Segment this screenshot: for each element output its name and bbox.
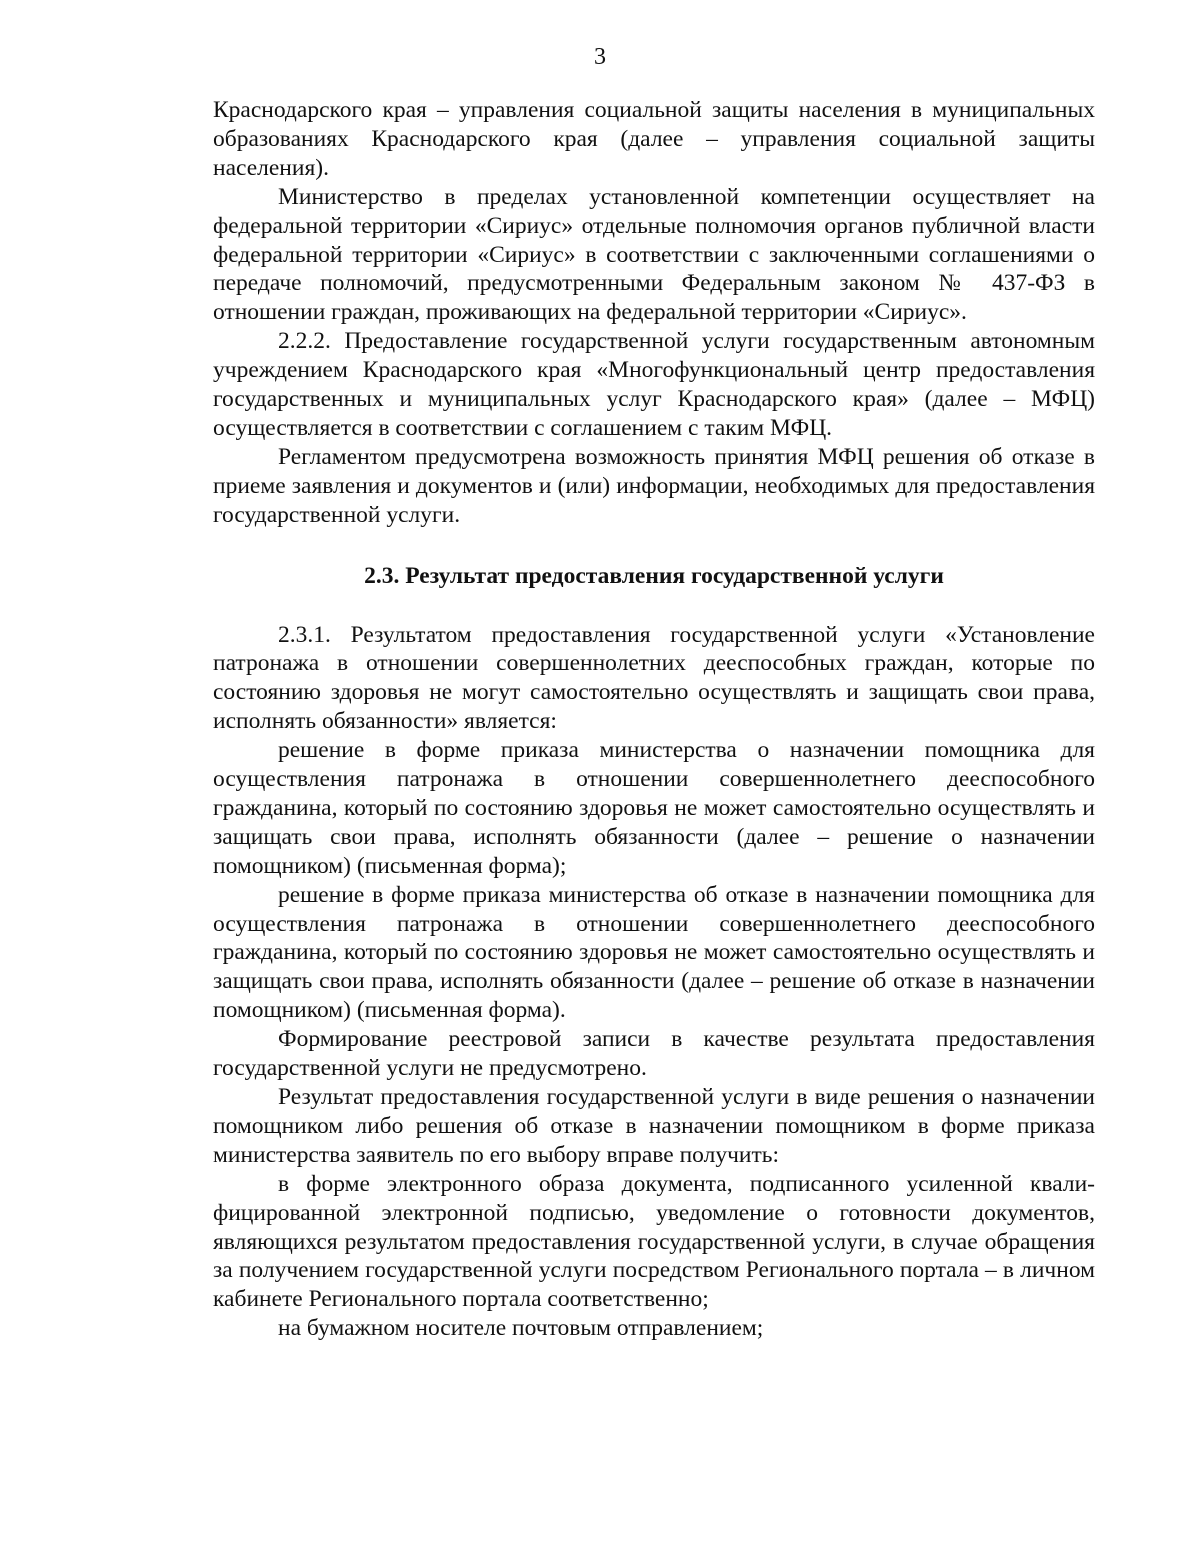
paragraph-continuation: Краснодарского края – управления социальной защиты населения в муниципальных образованиях Краснодарского края (далее – управления социальной защиты населения). [213,97,1095,181]
paragraph: Формирование реестровой записи в качестве результата предоставления государственной услуги не предусмотрено. [213,1026,1095,1082]
paragraph: 2.2.2. Предоставление государственной услуги государственным автономным учреждением Краснодарского края «Многофункциональный центр предоставления государственных и муниципальных услуг Краснодарского края» (далее – МФЦ) осуществляется в соответствии с соглашением с таким МФЦ. [213,328,1095,441]
paragraph: в форме электронного образа документа, подписанного усиленной квалифицированной электронной подписью, уведомление о готовности документов, являющихся результатом предоставления государственной услуги, в случае обращения за получением государственной услуги посредством Регионального портала – в личном кабинете Регионального портала соответственно; [213,1170,1095,1313]
paragraph: на бумажном носителе почтовым отправлением; [278,1315,764,1342]
document-body [213,96,1095,1343]
paragraph: Результат предоставления государственной услуги в виде решения о назначении помощником либо решения об отказе в назначении помощником в форме приказа министерства заявитель по его выбору вправе получить: [213,1084,1095,1168]
paragraph: решение в форме приказа министерства об отказе в назначении помощника для осуществления патронажа в отношении совершеннолетнего дееспособного гражданина, который по состоянию здоровья не может самостоятельно осуществлять и защищать свои права, исполнять обязанности (далее – решение об отказе в назначении помощником) (письменная форма). [213,881,1095,1024]
page-number: 3 [594,44,606,70]
paragraph: Министерство в пределах установленной компетенции осуществляет на федеральной территории «Сириус» отдельные полномочия органов публичной власти федеральной территории «Сириус» в соответствии с заключенными соглашениями о передаче полномочий, предусмотренными Федеральным законом № 437-ФЗ в отношении граждан, проживающих на федеральной территории «Сириус». [213,183,1095,326]
paragraph: Регламентом предусмотрена возможность принятия МФЦ решения об отказе в приеме заявления и документов и (или) информации, необходимых для предоставления государственной услуги. [213,443,1095,528]
section-heading: 2.3. Результат предоставления государственной услуги [364,562,944,589]
paragraph: 2.3.1. Результатом предоставления государственной услуги «Установление патронажа в отношении совершеннолетних дееспособных граждан, которые по состоянию здоровья не могут самостоятельно осуществлять и защищать свои права, исполнять обязанности» является: [213,621,1095,735]
paragraph: решение в форме приказа министерства о назначении помощника для осуществления патронажа в отношении совершеннолетнего дееспособного гражданина, который по состоянию здоровья не может самостоятельно осуществлять и защищать свои права, исполнять обязанности (далее – решение о назначении помощником) (письменная форма); [213,737,1095,879]
